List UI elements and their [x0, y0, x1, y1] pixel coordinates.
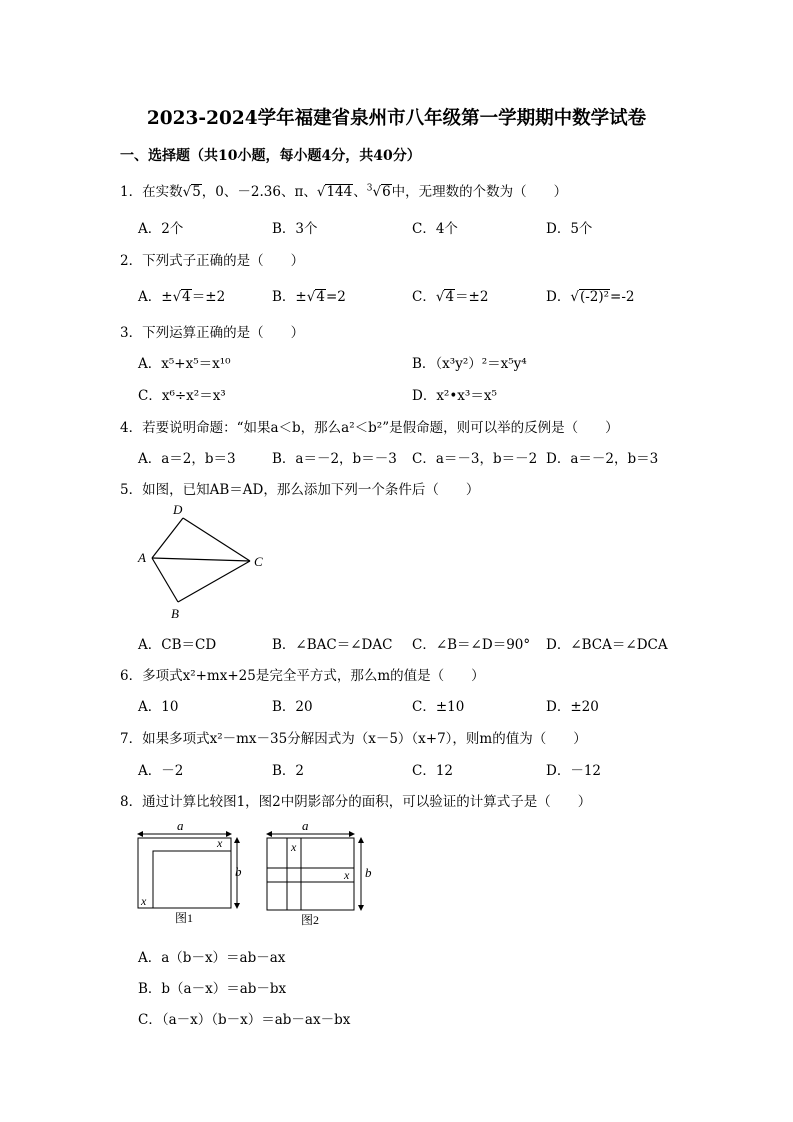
q2a-pre: A．±	[138, 289, 173, 305]
q1-text-c: 、	[353, 184, 367, 200]
edge-ac	[152, 558, 250, 561]
sqrt-symbol: √	[182, 184, 192, 200]
q2a-post: ＝±2	[191, 289, 226, 305]
edge-ad	[152, 518, 183, 558]
fig1-label-x-top: x	[217, 836, 223, 850]
fig2-caption: 图2	[301, 913, 320, 927]
q6-option-a[interactable]: A．10	[138, 699, 179, 715]
fig2-label-a: a	[302, 818, 309, 833]
label-d: D	[173, 502, 183, 517]
question-3-stem: 3．下列运算正确的是（ ）	[120, 325, 305, 341]
sqrt-symbol: √	[172, 289, 182, 305]
edge-dc	[183, 518, 250, 561]
section-heading: 一、选择题（共10小题，每小题4分，共40分）	[120, 148, 421, 164]
q7-option-d[interactable]: D．－12	[546, 763, 602, 779]
page-title: 2023-2024学年福建省泉州市八年级第一学期期中数学试卷	[146, 108, 647, 129]
quadrilateral-figure	[130, 500, 280, 625]
q7-option-a[interactable]: A．－2	[138, 763, 184, 779]
q3-option-b[interactable]: B．（x³y²）²＝x⁵y⁴	[412, 356, 527, 372]
fig2-label-x-top: x	[291, 840, 297, 854]
q5-option-b[interactable]: B．∠BAC＝∠DAC	[272, 637, 393, 653]
edge-bc	[178, 561, 250, 602]
question-2-stem: 2．下列式子正确的是（ ）	[120, 253, 305, 269]
q8-option-a[interactable]: A．a（b－x）＝ab－ax	[138, 950, 286, 966]
question-8-stem: 8．通过计算比较图1，图2中阴影部分的面积，可以验证的计算式子是（ ）	[120, 794, 592, 810]
edge-ab	[152, 558, 178, 602]
sqrt-symbol: √	[570, 289, 579, 305]
sqrt-symbol: √	[435, 289, 445, 305]
sqrt-symbol: √	[372, 184, 382, 200]
q1-option-c[interactable]: C．4个	[412, 221, 458, 237]
q2b-rad: 4	[316, 289, 325, 305]
q1-text-b: ，0、－2.36、π、	[201, 184, 317, 200]
q2b-pre: B．±	[272, 289, 307, 305]
q5-option-a[interactable]: A．CB＝CD	[138, 637, 217, 653]
cbrt-index: 3	[366, 183, 373, 194]
q3-option-d[interactable]: D．x²•x³＝x⁵	[412, 388, 497, 404]
q4-option-c[interactable]: C．a＝－3，b＝－2	[412, 451, 538, 467]
q4-option-d[interactable]: D．a＝－2，b＝3	[546, 451, 659, 467]
fig2-label-b: b	[365, 865, 372, 880]
q1-sqrt5: 5	[192, 184, 201, 200]
q6-option-b[interactable]: B．20	[272, 699, 313, 715]
q4-option-a[interactable]: A．a＝2，b＝3	[138, 451, 236, 467]
label-b: B	[171, 606, 179, 621]
q2-option-a[interactable]	[138, 285, 225, 305]
q2a-rad: 4	[182, 289, 191, 305]
q1-option-a[interactable]: A．2个	[138, 221, 184, 237]
question-4-stem: 4．若要说明命题：“如果a＜b，那么a²＜b²”是假命题，则可以举的反例是（ ）	[120, 420, 619, 436]
q2c-pre: C．	[412, 289, 436, 305]
question-6-stem: 6．多项式x²+mx+25是完全平方式，那么m的值是（ ）	[120, 668, 485, 684]
q1-sqrt144: 144	[326, 184, 353, 200]
q2d-pre: D．	[546, 289, 571, 305]
label-a: A	[138, 550, 146, 565]
q2c-post: ＝±2	[455, 289, 489, 305]
q5-option-d[interactable]: D．∠BCA＝∠DCA	[546, 637, 668, 653]
q2b-post: =2	[325, 289, 346, 305]
q2-option-d[interactable]	[546, 285, 635, 305]
q5-option-c[interactable]: C．∠B＝∠D＝90°	[412, 637, 531, 653]
q8-option-c[interactable]: C．（a－x）（b－x）＝ab－ax－bx	[138, 1012, 351, 1028]
question-7-stem: 7．如果多项式x²－mx－35分解因式为（x－5）（x+7），则m的值为（ ）	[120, 731, 587, 747]
fig2-outer-rect	[267, 838, 354, 910]
q1-text-a: 1．在实数	[120, 184, 183, 200]
q2-option-b[interactable]	[272, 285, 346, 305]
fig1-caption: 图1	[175, 911, 194, 925]
q3-option-a[interactable]: A．x⁵+x⁵＝x¹⁰	[138, 356, 231, 372]
q2c-rad: 4	[445, 289, 455, 305]
fig1-inner-rect	[153, 851, 231, 908]
q1-option-b[interactable]: B．3个	[272, 221, 318, 237]
q8-option-b[interactable]: B．b（a－x）＝ab－bx	[138, 981, 287, 997]
q1-text-d: 中，无理数的个数为（ ）	[391, 184, 568, 200]
fig1-label-b: b	[235, 864, 242, 879]
q1-option-d[interactable]: D．5个	[546, 221, 593, 237]
q7-option-b[interactable]: B．2	[272, 763, 305, 779]
q2-option-c[interactable]	[412, 285, 488, 305]
question-5-stem: 5．如图，已知AB＝AD，那么添加下列一个条件后（ ）	[120, 482, 480, 498]
q3-option-c[interactable]: C．x⁶÷x²＝x³	[138, 388, 226, 404]
fig1-label-a: a	[177, 818, 184, 833]
q7-option-c[interactable]: C．12	[412, 763, 454, 779]
fig1-label-x-left: x	[141, 894, 147, 908]
q1-cbrt6: 6	[382, 184, 391, 200]
q6-option-c[interactable]: C．±10	[412, 699, 465, 715]
q4-option-b[interactable]: B．a＝－2，b＝－3	[272, 451, 397, 467]
q2d-rad: (-2)²	[579, 289, 610, 305]
q2d-post: =-2	[610, 289, 635, 305]
sqrt-symbol: √	[306, 289, 316, 305]
fig2-label-x-right: x	[344, 868, 350, 882]
figure-2	[262, 816, 382, 928]
question-1-stem	[120, 180, 567, 200]
q6-option-d[interactable]: D．±20	[546, 699, 599, 715]
sqrt-symbol: √	[316, 184, 326, 200]
figure-1	[133, 816, 253, 928]
label-c: C	[254, 554, 263, 569]
